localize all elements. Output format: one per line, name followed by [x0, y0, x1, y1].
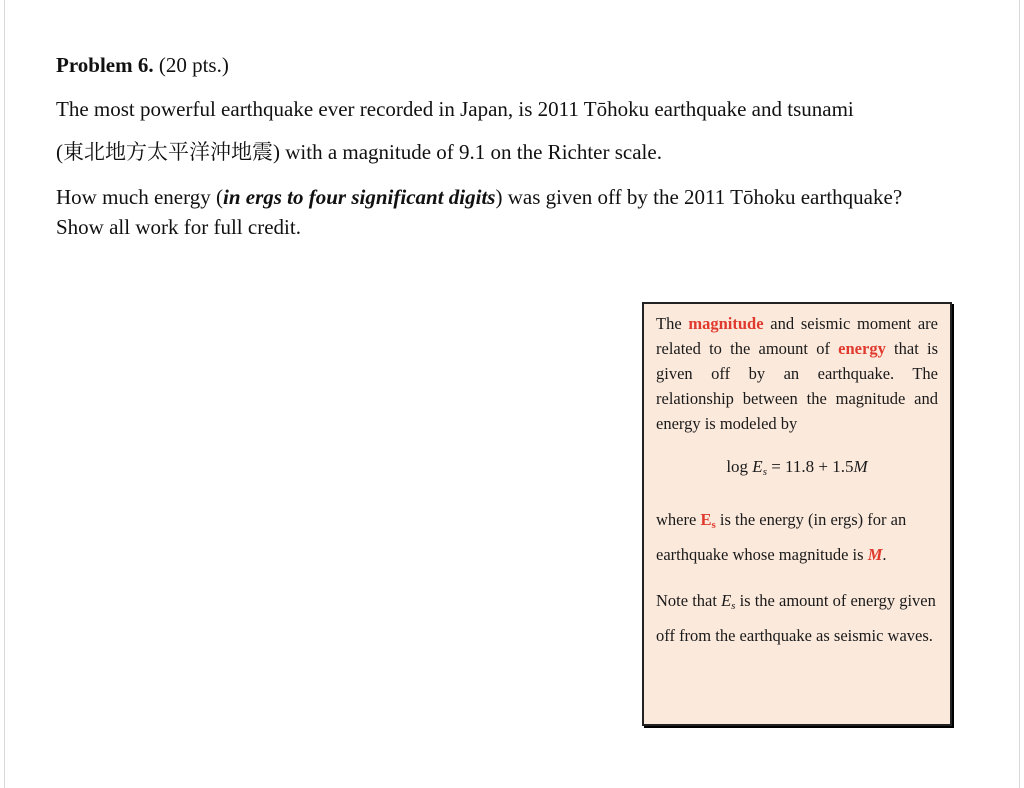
- info-text: Note that: [656, 591, 722, 610]
- formula-variable-e: E: [752, 457, 763, 476]
- info-paragraph-2: [656, 505, 938, 570]
- energy-variable: E: [700, 510, 712, 529]
- info-paragraph-1: [656, 311, 938, 436]
- formula-variable-m: M: [853, 457, 868, 476]
- info-text: .: [882, 545, 887, 564]
- statement-line-1: The most powerful earthquake ever recorded in Japan, is 2011 Tōhoku earthquake and tsunami: [56, 97, 854, 121]
- info-text: and seismic moment are related to the amount of: [656, 314, 938, 358]
- energy-variable-note: E: [721, 591, 732, 610]
- magnitude-energy-info-box: [642, 302, 952, 726]
- problem-content: [56, 50, 986, 242]
- formula-subscript: s: [762, 466, 767, 478]
- energy-subscript: s: [711, 519, 716, 531]
- problem-heading: [56, 50, 986, 80]
- info-text: is the energy (in ergs) for an earthquake whose magnitude is: [656, 510, 907, 564]
- problem-label: Problem 6.: [56, 53, 154, 77]
- magnitude-variable: M: [867, 545, 883, 564]
- formula-rhs: = 11.8 + 1.5: [766, 457, 854, 476]
- info-text: is the amount of energy given off from the earthquake as seismic waves.: [656, 591, 936, 645]
- energy-subscript-note: s: [731, 600, 736, 612]
- statement-line-2: (東北地方太平洋沖地震) with a magnitude of 9.1 on the Richter scale.: [56, 140, 662, 164]
- info-paragraph-3: [656, 586, 938, 651]
- problem-points: (20 pts.): [158, 53, 229, 77]
- energy-formula: [656, 454, 938, 485]
- question-prefix: How much energy (: [56, 185, 223, 209]
- question-suffix: ) was given off by the 2011 Tōhoku earthquake?: [495, 185, 903, 209]
- info-text: that is given off by an earthquake. The relationship between the magnitude and energy is modeled by: [656, 339, 938, 433]
- magnitude-term: magnitude: [688, 314, 764, 333]
- question-text: [56, 182, 986, 242]
- energy-term: energy: [838, 339, 886, 358]
- question-emphasis: in ergs to four significant digits: [223, 185, 496, 209]
- page-edge-right: [1019, 0, 1020, 788]
- page-edge-left: [4, 0, 5, 788]
- instruction-text: Show all work for full credit.: [56, 215, 301, 239]
- info-text: The: [656, 314, 689, 333]
- formula-log: log: [726, 457, 753, 476]
- info-text: where: [656, 510, 701, 529]
